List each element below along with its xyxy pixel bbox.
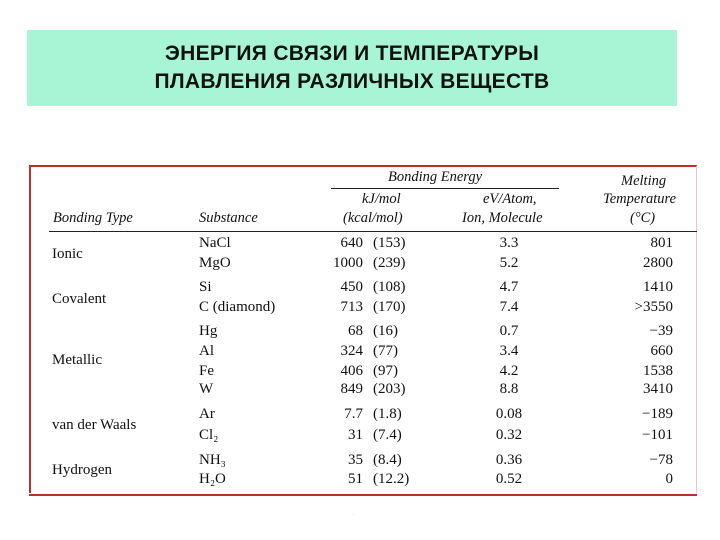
ev-cell: 0.08 bbox=[495, 406, 523, 422]
substance-cell: H₂O bbox=[199, 471, 226, 487]
title-line-2: ПЛАВЛЕНИЯ РАЗЛИЧНЫХ ВЕЩЕСТВ bbox=[154, 70, 550, 93]
kcal-cell: (97) bbox=[373, 363, 398, 379]
frame-bottom-border bbox=[29, 494, 697, 496]
header-melting-3: (°C) bbox=[630, 210, 656, 226]
kj-cell: 713 bbox=[340, 299, 363, 315]
kcal-cell: (108) bbox=[373, 279, 406, 295]
kcal-cell: (203) bbox=[373, 381, 406, 397]
kcal-cell: (7.4) bbox=[373, 427, 402, 443]
header-bottom-rule bbox=[49, 231, 697, 232]
melt-cell: −39 bbox=[649, 323, 673, 339]
type-van-der-waals: van der Waals bbox=[52, 417, 137, 433]
substance-cell: NH₃ bbox=[199, 452, 226, 468]
header-kcal-text: (kcal/mol) bbox=[343, 210, 403, 226]
type-hydrogen: Hydrogen bbox=[52, 462, 112, 478]
melt-cell: >3550 bbox=[634, 299, 673, 315]
header-melting-1: Melting bbox=[621, 173, 667, 189]
ev-cell: 4.7 bbox=[499, 279, 519, 295]
melt-cell: 801 bbox=[650, 235, 673, 251]
ev-cell: 0.52 bbox=[495, 471, 523, 487]
melt-cell: −189 bbox=[642, 406, 673, 422]
type-covalent: Covalent bbox=[52, 291, 107, 307]
slide-footer-mark: · bbox=[352, 512, 354, 518]
substance-cell: NaCl bbox=[199, 235, 231, 251]
substance-cell: Cl₂ bbox=[199, 427, 219, 443]
ev-cell: 0.36 bbox=[495, 452, 523, 468]
ev-cell: 5.2 bbox=[499, 255, 519, 271]
kj-cell: 406 bbox=[340, 363, 363, 379]
ev-cell: 8.8 bbox=[499, 381, 519, 397]
header-ev: eV/Atom, bbox=[483, 191, 537, 207]
header-kj: kJ/mol bbox=[362, 191, 401, 207]
substance-cell: C (diamond) bbox=[199, 299, 276, 315]
header-melting-2: Temperature bbox=[603, 191, 677, 207]
melt-cell: 0 bbox=[665, 471, 673, 487]
kj-cell: 31 bbox=[348, 427, 363, 443]
header-bonding-type: Bonding Type bbox=[53, 210, 133, 226]
kj-cell: 51 bbox=[348, 471, 363, 487]
substance-cell: Si bbox=[199, 279, 212, 295]
header-ion: Ion, Molecule bbox=[462, 210, 543, 226]
kj-cell: 1000 bbox=[333, 255, 363, 271]
ev-cell: 3.4 bbox=[499, 343, 519, 359]
substance-cell: Hg bbox=[199, 323, 218, 339]
kcal-cell: (12.2) bbox=[373, 471, 410, 487]
ev-cell: 4.2 bbox=[499, 363, 519, 379]
melt-cell: 1410 bbox=[643, 279, 673, 295]
kj-cell: 450 bbox=[340, 279, 363, 295]
kcal-cell: (239) bbox=[373, 255, 406, 271]
kcal-cell: (77) bbox=[373, 343, 398, 359]
kj-cell: 68 bbox=[348, 323, 363, 339]
substance-cell: MgO bbox=[199, 255, 231, 271]
melt-cell: −101 bbox=[642, 427, 673, 443]
kcal-cell: (8.4) bbox=[373, 452, 402, 468]
melt-cell: 3410 bbox=[643, 381, 673, 397]
header-substance: Substance bbox=[199, 210, 258, 226]
kcal-cell: (1.8) bbox=[373, 406, 402, 422]
substance-cell: Fe bbox=[199, 363, 214, 379]
ev-cell: 0.7 bbox=[499, 323, 519, 339]
substance-cell: Al bbox=[199, 343, 214, 359]
kcal-cell: (16) bbox=[373, 323, 398, 339]
melt-cell: 2800 bbox=[643, 255, 673, 271]
melt-cell: 1538 bbox=[643, 363, 673, 379]
ev-cell: 7.4 bbox=[499, 299, 519, 315]
melt-cell: 660 bbox=[650, 343, 673, 359]
slide-title bbox=[27, 30, 677, 106]
ev-cell: 3.3 bbox=[499, 235, 519, 251]
type-metallic: Metallic bbox=[52, 352, 102, 368]
kj-cell: 324 bbox=[340, 343, 363, 359]
substance-cell: Ar bbox=[199, 406, 215, 422]
type-ionic: Ionic bbox=[52, 246, 83, 262]
kj-cell: 640 bbox=[340, 235, 363, 251]
header-group-rule bbox=[331, 188, 559, 189]
kj-cell: 35 bbox=[348, 452, 363, 468]
title-line-1: ЭНЕРГИЯ СВЯЗИ И ТЕМПЕРАТУРЫ bbox=[164, 42, 540, 65]
kj-cell: 849 bbox=[340, 381, 363, 397]
kcal-cell: (153) bbox=[373, 235, 406, 251]
melt-cell: −78 bbox=[649, 452, 673, 468]
header-bonding-energy: Bonding Energy bbox=[388, 169, 483, 185]
substance-cell: W bbox=[199, 381, 214, 397]
ev-cell: 0.32 bbox=[495, 427, 523, 443]
bonding-table bbox=[29, 165, 697, 493]
kcal-cell: (170) bbox=[373, 299, 406, 315]
kj-cell: 7.7 bbox=[344, 406, 363, 422]
